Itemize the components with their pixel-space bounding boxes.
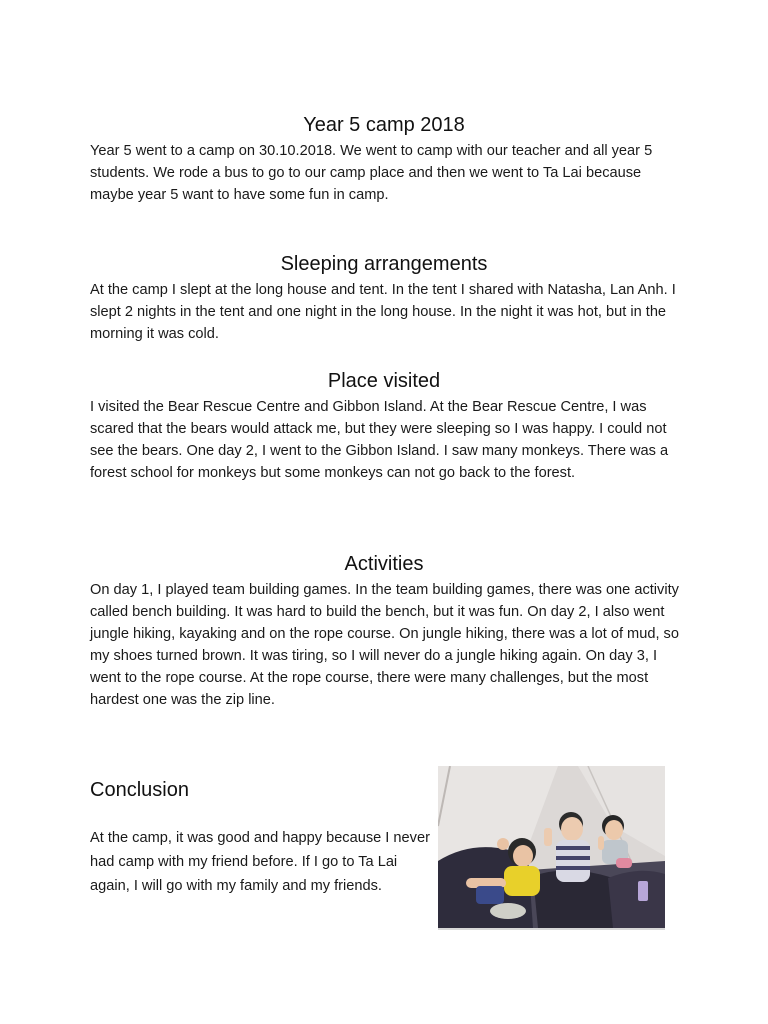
section-camp-heading: Year 5 camp 2018 — [303, 114, 465, 136]
section-place-heading: Place visited — [327, 370, 441, 392]
section-activities-heading: Activities — [344, 553, 424, 575]
section-camp-text: Year 5 went to a camp on 30.10.2018. We went to camp with our teacher and all year 5 students. We rode a bus to go to our camp place and then we went to Ta Lai because maybe year 5 want to have some fun in camp. — [90, 143, 653, 203]
section-sleeping-heading: Sleeping arrangements — [280, 253, 488, 275]
camp-photo — [438, 766, 665, 930]
conclusion-text: At the camp, it was good and happy because I never had camp with my friend before. If I go to Ta Lai again, I will go with my family and my friends. — [90, 830, 430, 894]
conclusion-heading: Conclusion — [90, 779, 189, 801]
section-sleeping-text: At the camp I slept at the long house and tent. In the tent I shared with Natasha, Lan Anh. I slept 2 nights in the tent and one night in the long house. In the night it was hot, but in the morning it was cold. — [90, 282, 676, 342]
section-place-text: I visited the Bear Rescue Centre and Gibbon Island. At the Bear Rescue Centre, I was scared that the bears would attack me, but they were sleeping so I was happy. I could not see the bears. One day 2, I went to the Gibbon Island. I saw many monkeys. There was a forest school for monkeys but some monkeys can not go back to the forest. — [90, 399, 669, 481]
section-activities-text: On day 1, I played team building games. In the team building games, there was one activity called bench building. It was hard to build the bench, but it was fun. On day 2, I also went jungle hiking, kayaking and on the rope course. On jungle hiking, there was a lot of mud, so my shoes turned brown. It was tiring, so I will never do a jungle hiking again. On day 3, I went to the rope course. At the rope course, there were many challenges, but the most hardest one was the zip line. — [90, 582, 679, 708]
